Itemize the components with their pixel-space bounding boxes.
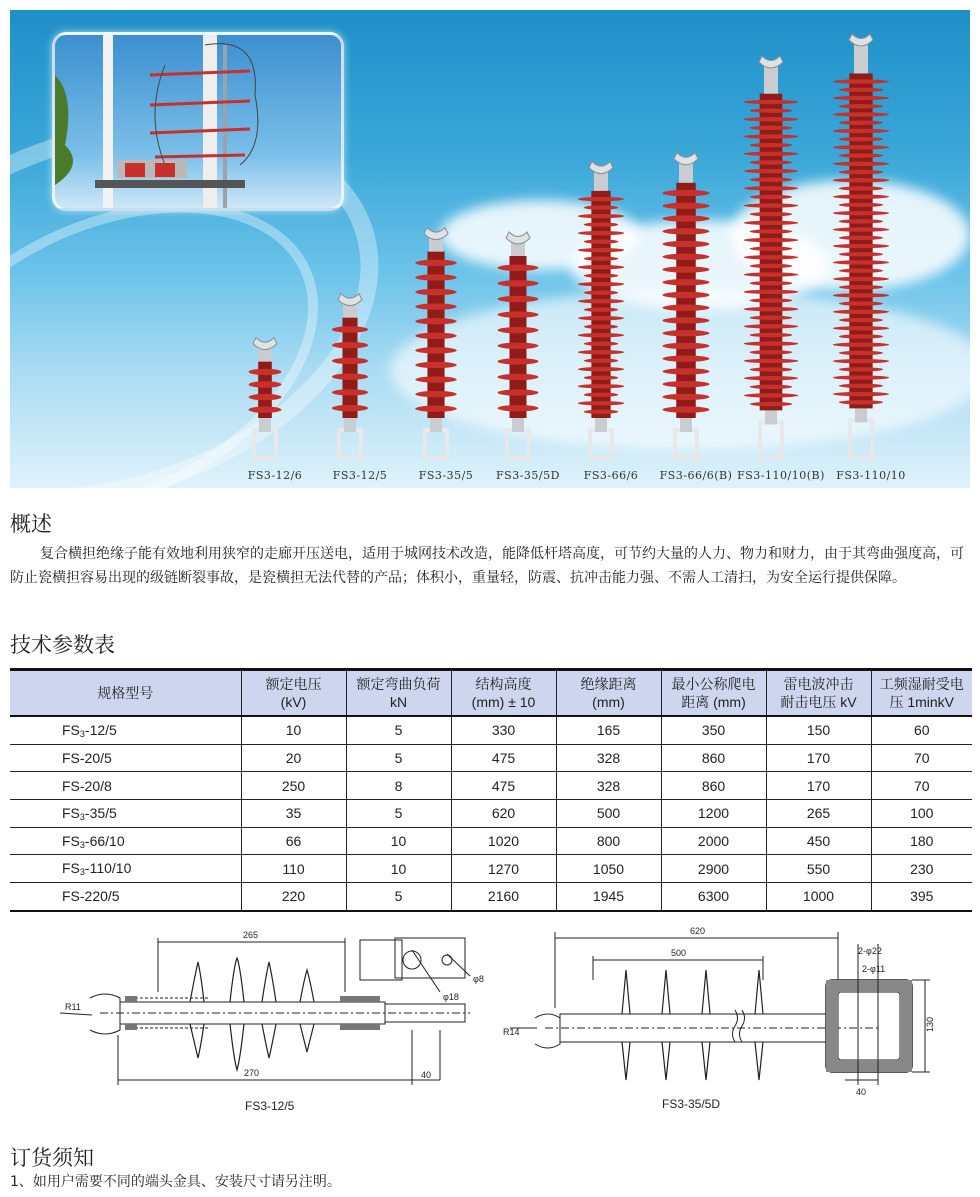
insulator [249,338,282,458]
insulator [744,56,799,458]
shed [833,326,889,330]
shed [498,311,539,317]
shed [839,252,883,256]
shed [662,394,709,400]
shed [584,222,618,226]
shed [744,255,799,259]
shed [332,342,368,348]
shed [839,400,883,404]
column-header: 额定弯曲负荷 kN [346,670,451,717]
model-cell: FS-20/5 [10,744,241,772]
shed [750,212,793,216]
value-cell: 5 [346,716,451,744]
shed [584,307,618,311]
shed [662,305,709,311]
value-cell: 230 [871,855,972,883]
shed [744,134,799,138]
value-cell: 170 [766,744,871,772]
shed [744,117,799,121]
shed [839,318,883,322]
value-cell: 35 [241,800,346,828]
shed [839,268,883,272]
insulator-label: FS3-66/6(B) [659,469,733,482]
clevis-head [424,228,448,240]
shed [415,376,456,382]
value-cell: 860 [661,772,766,800]
clevis-head [338,294,362,306]
shed [662,317,709,323]
shed [584,410,618,414]
shed [833,293,889,297]
shed [415,260,456,266]
value-cell: 20 [241,744,346,772]
shed [662,215,709,221]
shed [498,358,539,364]
overview-title: 概述 [10,512,52,536]
model-cell: FS-220/5 [10,883,241,911]
shed [750,177,793,181]
shed [744,359,799,363]
insulator-label: FS3-35/5D [496,469,560,482]
value-cell: 395 [871,883,972,911]
insulator-label: FS3-110/10(B) [737,469,825,482]
clevis-head [253,338,277,350]
shed [750,195,793,199]
column-header: 结构高度 (mm) ± 10 [451,670,556,717]
value-cell: 475 [451,744,556,772]
shed [744,307,799,311]
shed [415,347,456,353]
model-cell: $FS_3-66/10$ [10,827,241,855]
dim-265: 265 [243,930,259,940]
shed [584,341,618,345]
dim-40-left: 40 [421,1070,432,1080]
shed [750,160,793,164]
end-fitting [760,422,782,458]
metal-neck [430,416,442,432]
product-banner [10,10,970,488]
dim-130: 130 [925,1016,935,1032]
caption-fs3-12-5: FS3-12/5 [245,1099,295,1113]
metal-neck [680,416,692,432]
value-cell: 860 [661,744,766,772]
end-fitting [675,430,697,458]
shed [578,316,624,320]
shed [662,203,709,209]
shed [584,239,618,243]
shed [332,389,368,395]
shed [750,229,793,233]
shed [839,120,883,124]
shed [839,334,883,338]
shed [833,96,889,100]
value-cell: 110 [241,855,346,883]
spec-table [10,668,972,912]
table-header-row [10,670,972,717]
value-cell: 165 [556,716,661,744]
value-cell: 66 [241,827,346,855]
shed [839,351,883,355]
ordering-title: 订货须知 [10,1146,94,1170]
end-fitting [507,430,529,458]
shed [750,247,793,251]
drawing-fs3-12-5 [60,938,470,1085]
shed [833,178,889,182]
shed [744,203,799,207]
insulator [833,34,889,458]
shed [415,391,456,397]
shed [750,333,793,337]
value-cell: 2000 [661,827,766,855]
shed [415,333,456,339]
shed [833,359,889,363]
shed [744,169,799,173]
insulator-label: FS3-12/5 [332,469,388,482]
overview-text [10,542,970,590]
shed [839,88,883,92]
dim-40-right: 40 [856,1087,867,1097]
column-header: 工频湿耐受电 压 1minkV [871,670,972,717]
shed [332,373,368,379]
shed [839,219,883,223]
shed [744,290,799,294]
shed [498,296,539,302]
value-cell: 5 [346,800,451,828]
table-row [10,744,972,772]
value-cell: 5 [346,883,451,911]
value-cell: 180 [871,827,972,855]
clevis-head [759,56,783,68]
shed [578,214,624,218]
shed [332,358,368,364]
shed [498,389,539,395]
shed [584,376,618,380]
value-cell: 60 [871,716,972,744]
insulator-lineup [10,10,970,488]
dim-620: 620 [690,926,706,936]
shed [415,362,456,368]
dim-500: 500 [671,948,687,958]
model-cell: $FS_3-110/10$ [10,855,241,883]
shed [578,401,624,405]
shed [744,324,799,328]
value-cell: 6300 [661,883,766,911]
shed [744,272,799,276]
value-cell: 2160 [451,883,556,911]
shed [750,385,793,389]
table-row [10,883,972,911]
shed [833,392,889,396]
radius-r14: R14 [503,1027,520,1037]
model-cell: $FS_3-35/5$ [10,800,241,828]
shed [578,333,624,337]
value-cell: 800 [556,827,661,855]
value-cell: 475 [451,772,556,800]
metal-neck [512,416,524,432]
hole-phi8: φ8 [473,974,484,984]
value-cell: 10 [346,855,451,883]
value-cell: 1270 [451,855,556,883]
shed [584,359,618,363]
shed [578,197,624,201]
value-cell: 170 [766,772,871,800]
metal-neck [765,408,777,424]
table-row [10,855,972,883]
model-cell: FS-20/8 [10,772,241,800]
shed [750,126,793,130]
column-header: 额定电压 (kV) [241,670,346,717]
clevis-head [589,162,613,174]
shed [415,318,456,324]
shed [578,282,624,286]
shed [744,100,799,104]
hole-2-phi11: 2-φ11 [862,964,886,974]
value-cell: 330 [451,716,556,744]
shed [249,381,282,387]
shed [833,112,889,116]
shed [415,289,456,295]
hole-phi18: φ18 [443,992,459,1002]
shed [833,244,889,248]
shed [662,343,709,349]
shed [498,327,539,333]
insulator-label: FS3-110/10 [836,469,906,482]
shed [662,190,709,196]
shed [744,152,799,156]
shed [498,343,539,349]
value-cell: 5 [346,744,451,772]
shed [839,137,883,141]
column-header: 最小公称爬电 距离 (mm) [661,670,766,717]
shed [498,374,539,380]
shed [839,236,883,240]
shed [249,394,282,400]
value-cell: 70 [871,772,972,800]
value-cell: 150 [766,716,871,744]
value-cell: 220 [241,883,346,911]
shed [584,324,618,328]
value-cell: 450 [766,827,871,855]
value-cell: 1200 [661,800,766,828]
value-cell: 70 [871,744,972,772]
shed [750,298,793,302]
shed [415,406,456,412]
clevis-head [674,153,698,165]
shed [839,153,883,157]
shed [750,143,793,147]
column-header: 雷电波冲击 耐击电压 kV [766,670,871,717]
shed [498,265,539,271]
clevis-head [506,232,530,244]
shed [662,355,709,361]
overview-paragraph: 复合横担绝缘子能有效地利用狭窄的走廊开压送电，适用于城网技术改造，能降低杆塔高度，可节约大量的人力、物力和财力，由于其弯曲强度高，可防止瓷横担容易出现的级链断裂事故，是瓷横担无法代替的产品；体积小，重量轻，防震、抗冲击能力强、不需人工清扫，为安全运行提供保障。 [10,546,964,586]
shed [578,248,624,252]
table-row [10,800,972,828]
shed [578,367,624,371]
shed [584,290,618,294]
shed [662,381,709,387]
shed [833,375,889,379]
shed [833,194,889,198]
shed [578,299,624,303]
shed [750,402,793,406]
shed [415,274,456,280]
value-cell: 265 [766,800,871,828]
table-row [10,716,972,744]
shed [839,367,883,371]
shed [578,265,624,269]
metal-neck [344,416,356,432]
shed [744,238,799,242]
value-cell: 350 [661,716,766,744]
shed [584,273,618,277]
shed [833,145,889,149]
shed [833,129,889,133]
insulator [662,153,709,458]
shed [833,227,889,231]
value-cell: 10 [241,716,346,744]
value-cell: 250 [241,772,346,800]
shed [332,326,368,332]
shed [584,256,618,260]
shed [833,277,889,281]
shed [839,203,883,207]
metal-neck [855,406,867,422]
shed [744,376,799,380]
value-cell: 1000 [766,883,871,911]
shed [249,369,282,375]
dim-270: 270 [244,1068,260,1078]
table-row [10,827,972,855]
shed [839,301,883,305]
table-row [10,772,972,800]
end-fitting [254,430,276,458]
shed [662,330,709,336]
metal-neck [259,416,271,432]
shed [839,384,883,388]
shed [839,170,883,174]
model-cell: $FS_3-12/5$ [10,716,241,744]
value-cell: 100 [871,800,972,828]
shed [498,405,539,411]
insulator [578,162,624,458]
shed [833,79,889,83]
value-cell: 1020 [451,827,556,855]
metal-neck [595,416,607,432]
shed [750,108,793,112]
insulator-label: FS3-35/5 [418,469,474,482]
shed [662,241,709,247]
shed [833,310,889,314]
end-fitting [425,430,447,458]
spec-table-title: 技术参数表 [10,633,115,657]
value-cell: 550 [766,855,871,883]
shed [578,231,624,235]
shed [662,254,709,260]
shed [839,104,883,108]
shed [750,350,793,354]
shed [744,341,799,345]
shed [744,393,799,397]
shed [833,162,889,166]
shed [833,260,889,264]
value-cell: 10 [346,827,451,855]
insulator-label: FS3-12/6 [247,469,303,482]
shed [744,186,799,190]
clevis-head [849,34,873,46]
shed [662,279,709,285]
column-header: 绝缘距离 (mm) [556,670,661,717]
shed [415,303,456,309]
insulator [498,232,539,458]
shed [584,205,618,209]
shed [584,393,618,397]
shed [662,228,709,234]
shed [750,281,793,285]
caption-fs3-35-5d: FS3-35/5D [662,1097,721,1111]
shed [750,264,793,268]
column-header: 规格型号 [10,670,241,717]
value-cell: 8 [346,772,451,800]
dimension-drawings [0,920,980,1125]
insulator-label: FS3-66/6 [583,469,639,482]
value-cell: 328 [556,772,661,800]
shed [833,343,889,347]
shed [498,280,539,286]
end-fitting [339,430,361,458]
insulator [332,294,368,458]
value-cell: 500 [556,800,661,828]
end-fitting [590,430,612,458]
ordering-note: 1、如用户需要不同的端头金具、安装尺寸请另注明。 [10,1174,341,1190]
end-fitting [850,420,872,458]
hole-2-phi22: 2-φ22 [858,946,882,956]
value-cell: 1945 [556,883,661,911]
insulator [415,228,456,458]
value-cell: 328 [556,744,661,772]
shed [578,384,624,388]
value-cell: 620 [451,800,556,828]
shed [750,316,793,320]
shed [662,266,709,272]
shed [662,292,709,298]
shed [332,405,368,411]
shed [833,211,889,215]
shed [839,285,883,289]
shed [744,221,799,225]
shed [839,186,883,190]
shed [750,367,793,371]
shed [662,406,709,412]
shed [578,350,624,354]
shed [249,407,282,413]
value-cell: 1050 [556,855,661,883]
radius-r11: R11 [65,1002,81,1012]
shed [662,368,709,374]
value-cell: 2900 [661,855,766,883]
